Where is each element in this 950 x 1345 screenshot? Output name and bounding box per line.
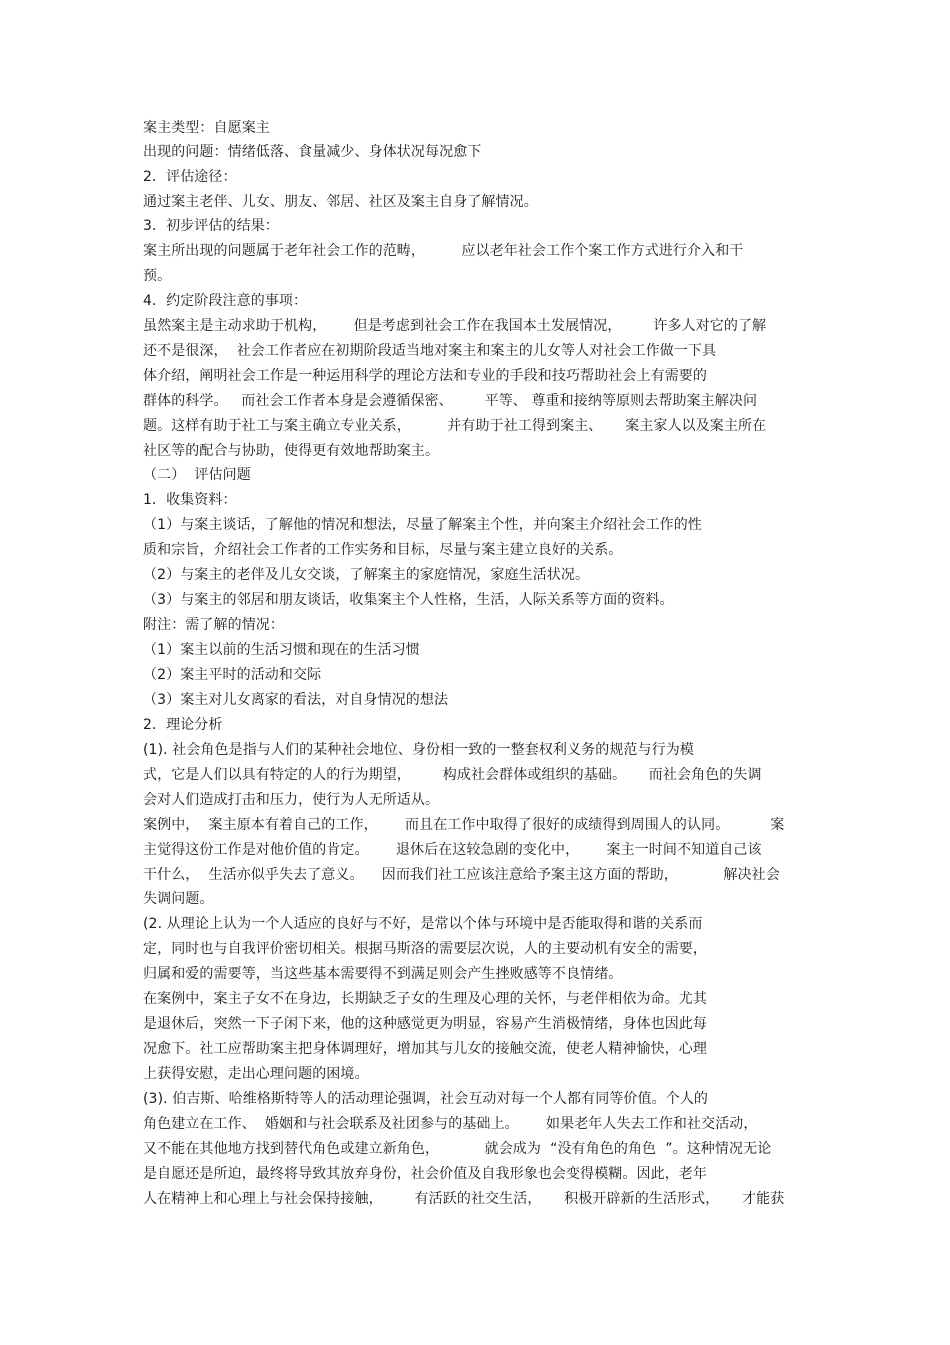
text-line: 附注：需了解的情况：: [143, 617, 284, 633]
text-line: 会对人们造成打击和压力，使行为人无所适从。: [143, 792, 440, 808]
text-line: （3）与案主的邻居和朋友谈话，收集案主个人性格，生活，人际关系等方面的资料。: [143, 592, 674, 608]
text-line: 失调问题。: [143, 891, 214, 907]
text-line: 主觉得这份工作是对他价值的肯定。 退休后在这较急剧的变化中， 案主一时间不知道自己该: [143, 842, 762, 858]
text-line: 在案例中，案主子女不在身边，长期缺乏子女的生理及心理的关怀，与老伴相依为命。尤其: [143, 991, 707, 1007]
text-line: 是退休后，突然一下子闲下来，他的这种感觉更为明显，容易产生消极情绪，身体也因此每: [143, 1016, 707, 1032]
text-line: 角色建立在工作、 婚姻和与社会联系及社团参与的基础上。 如果老年人失去工作和社交活动，: [143, 1116, 758, 1132]
text-line: 题。这样有助于社工与案主确立专业关系， 并有助于社工得到案主、 案主家人以及案主所在: [143, 418, 767, 434]
section-heading: （二） 评估问题: [143, 467, 251, 483]
text-line: 上获得安慰，走出心理问题的困境。: [143, 1066, 369, 1082]
text-line: 归属和爱的需要等，当这些基本需要得不到满足则会产生挫败感等不良情绪。: [143, 966, 623, 982]
text-line: 还不是很深， 社会工作者应在初期阶段适当地对案主和案主的儿女等人对社会工作做一下具: [143, 343, 717, 359]
text-line: （1）与案主谈话，了解他的情况和想法，尽量了解案主个性，并向案主介绍社会工作的性: [143, 517, 702, 533]
text-line: （1）案主以前的生活习惯和现在的生活习惯: [143, 642, 420, 658]
text-line: (1). 社会角色是指与人们的某种社会地位、身份相一致的一整套权利义务的规范与行为模: [143, 742, 694, 758]
text-line: 又不能在其他地方找到替代角色或建立新角色， 就会成为 “没有角色的角色 ”。这种情况无论: [143, 1141, 772, 1157]
text-line: (3). 伯吉斯、哈维格斯特等人的活动理论强调，社会互动对每一个人都有同等价值。个人的: [143, 1091, 709, 1107]
text-line: 定，同时也与自我评价密切相关。根据马斯洛的需要层次说，人的主要动机有安全的需要，: [143, 941, 707, 957]
text-line: 1．收集资料：: [143, 492, 237, 508]
text-line: 体介绍，阐明社会工作是一种运用科学的理论方法和专业的手段和技巧帮助社会上有需要的: [143, 368, 707, 384]
text-line: 4．约定阶段注意的事项：: [143, 293, 308, 309]
text-line: 3．初步评估的结果：: [143, 218, 279, 234]
text-line: 况愈下。社工应帮助案主把身体调理好，增加其与儿女的接触交流，使老人精神愉快，心理: [143, 1041, 707, 1057]
text-line: 案主类型：自愿案主: [143, 120, 270, 136]
text-line: 案例中， 案主原本有着自己的工作， 而且在工作中取得了很好的成绩得到周围人的认同。 案: [143, 817, 785, 833]
text-line: (2. 从理论上认为一个人适应的良好与不好，是常以个体与环境中是否能取得和谐的关系而: [143, 916, 703, 932]
text-line: （2）与案主的老伴及儿女交谈，了解案主的家庭情况，家庭生活状况。: [143, 567, 590, 583]
text-line: 群体的科学。 而社会工作者本身是会遵循保密、 平等、 尊重和接纳等原则去帮助案主解决问: [143, 393, 758, 409]
text-line: （2）案主平时的活动和交际: [143, 667, 322, 683]
text-line: 预。: [143, 268, 172, 284]
text-line: 质和宗旨，介绍社会工作者的工作实务和目标，尽量与案主建立良好的关系。: [143, 542, 623, 558]
text-line: 干什么， 生活亦似乎失去了意义。 因而我们社工应该注意给予案主这方面的帮助， 解决社会: [143, 867, 780, 883]
text-line: 出现的问题：情绪低落、食量减少、身体状况每况愈下: [143, 144, 482, 160]
text-line: 案主所出现的问题属于老年社会工作的范畴， 应以老年社会工作个案工作方式进行介入和干: [143, 243, 744, 259]
text-line: 2．评估途径：: [143, 169, 237, 185]
text-line: 是自愿还是所迫，最终将导致其放弃身份，社会价值及自我形象也会变得模糊。因此，老年: [143, 1166, 707, 1182]
text-line: 式，它是人们以具有特定的人的行为期望， 构成社会群体或组织的基础。 而社会角色的失调: [143, 767, 762, 783]
text-line: 虽然案主是主动求助于机构， 但是考虑到社会工作在我国本土发展情况， 许多人对它的了解: [143, 318, 767, 334]
text-line: 人在精神上和心理上与社会保持接触， 有活跃的社交生活， 积极开辟新的生活形式， 才能获: [143, 1191, 785, 1207]
text-line: 社区等的配合与协助，使得更有效地帮助案主。: [143, 443, 440, 459]
text-line: （3）案主对儿女离家的看法，对自身情况的想法: [143, 692, 449, 708]
text-line: 通过案主老伴、儿女、朋友、邻居、社区及案主自身了解情况。: [143, 194, 538, 210]
text-line: 2．理论分析: [143, 717, 223, 733]
